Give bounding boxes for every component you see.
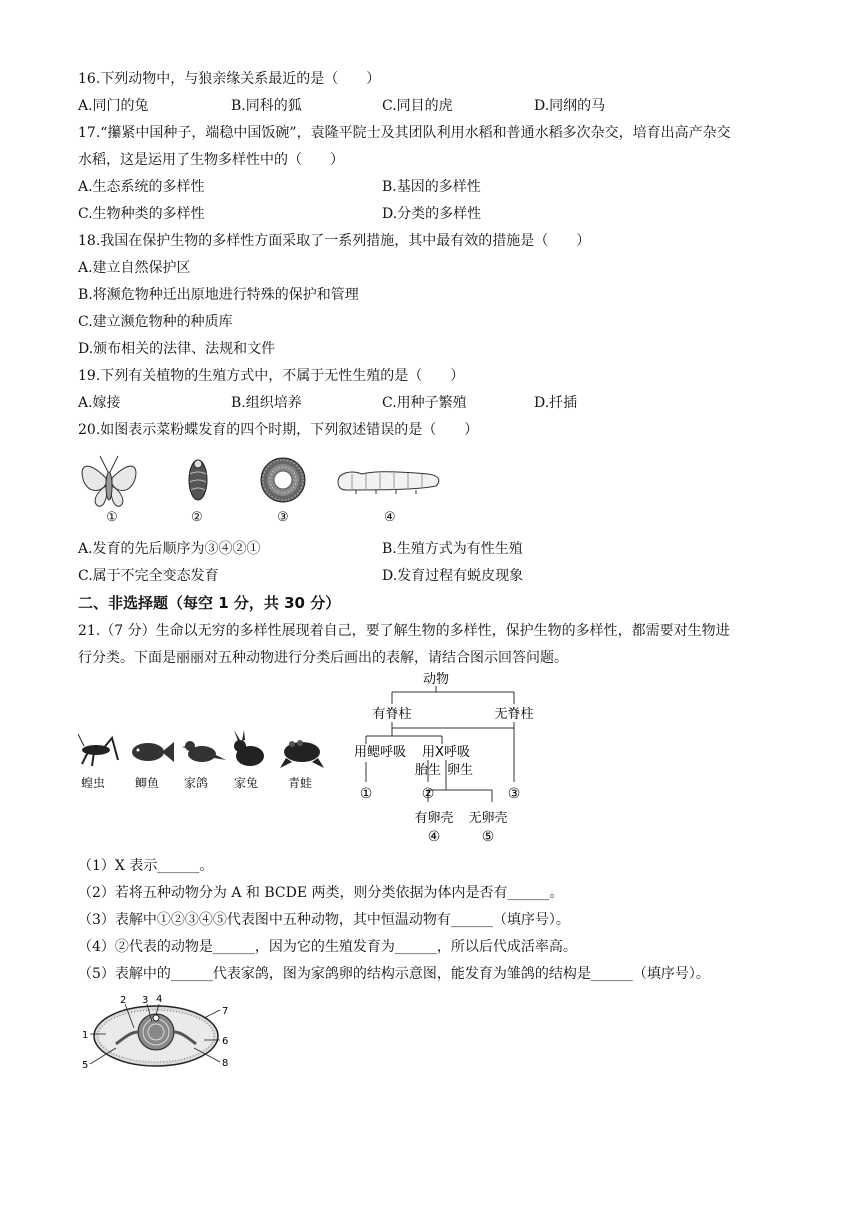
egg-label-8: 8 [222,1058,229,1069]
classification-tree [352,670,552,848]
frog-image [280,740,324,768]
q17-option-a: A.生态系统的多样性 [78,179,205,195]
rabbit-image [234,730,264,766]
q18-option-d: D.颁布相关的法律、法规和文件 [78,341,276,357]
q16-option-c: C.同目的虎 [382,98,453,114]
tree-node-4: ④ [427,829,441,845]
tree-viviparous: 胎生 [414,763,442,778]
tree-node-5: ⑤ [481,829,495,845]
animal-label-frog: 青蛙 [288,776,313,790]
tree-invertebrate: 无脊柱 [494,707,534,722]
q21-sub2: （2）若将五种动物分为 A 和 BCDE 两类，则分类依据为体内是否有______。 [78,885,564,901]
q16-stem: 16.下列动物中，与狼亲缘关系最近的是（ ） [78,71,381,87]
egg-label-6: 6 [222,1036,229,1047]
q20-label-3: ③ [277,510,289,525]
animal-label-rabbit: 家兔 [234,776,259,790]
tree-node-3: ③ [507,786,521,802]
q17-stem-line1: 17.“攥紧中国种子，端稳中国饭碗”，袁隆平院士及其团队利用水稻和普通水稻多次杂交，培育出高产杂交 [78,125,731,141]
pigeon-image [182,741,226,762]
q21-stem-line2: 行分类。下面是丽丽对五种动物进行分类后画出的表解，请结合图示回答问题。 [78,650,568,666]
q21-sub4: （4）②代表的动物是______，因为它的生殖发育为______，所以后代成活率高。 [78,939,577,955]
q19-option-d: D.扦插 [534,395,578,411]
q18-stem: 18.我国在保护生物的多样性方面采取了一系列措施，其中最有效的措施是（ ） [78,233,591,249]
tree-gill: 用鳃呼吸 [353,745,407,760]
q18-option-a: A.建立自然保护区 [78,260,191,276]
section-2-title: 二、非选择题（每空 1 分，共 30 分） [78,594,341,612]
q16-option-a: A.同门的兔 [78,98,149,114]
pupa-image [189,460,207,500]
q21-stem-line1: 21.（7 分）生命以无穷的多样性展现着自己，要了解生物的多样性，保护生物的多样性，都需要对生物进 [78,623,730,639]
q21-sub3: （3）表解中①②③④⑤代表图中五种动物，其中恒温动物有______（填序号）。 [78,912,570,928]
pigeon-egg-diagram [76,992,236,1072]
q17-stem-line2: 水稻，这是运用了生物多样性中的（ ） [78,152,344,168]
q20-label-1: ① [106,510,118,525]
q20-option-c: C.属于不完全变态发育 [78,568,219,584]
egg-label-5: 5 [82,1060,89,1071]
q20-label-2: ② [191,510,203,525]
q20-label-4: ④ [384,510,396,525]
q18-option-c: C.建立濒危物种的种质库 [78,314,233,330]
q19-option-c: C.用种子繁殖 [382,395,467,411]
egg-label-2: 2 [120,995,127,1006]
tree-shell: 有卵壳 [414,811,454,826]
locust-image [78,734,118,766]
q19-stem: 19.下列有关植物的生殖方式中，不属于无性生殖的是（ ） [78,368,465,384]
q20-option-a: A.发育的先后顺序为③④②① [78,541,261,557]
tree-noshell: 无卵壳 [468,811,508,826]
tree-node-2: ② [421,786,435,802]
tree-root: 动物 [422,672,450,687]
q21-sub5: （5）表解中的______代表家鸽，图为家鸽卵的结构示意图，能发育为雏鸽的结构是______（填序号）。 [78,966,710,982]
animal-label-carp: 鲫鱼 [135,776,160,790]
q20-option-d: D.发育过程有蜕皮现象 [382,568,524,584]
egg-label-4: 4 [156,994,163,1005]
q16-option-d: D.同纲的马 [534,98,606,114]
tree-lung: 用X呼吸 [422,745,470,760]
animal-label-locust: 蝗虫 [81,776,106,790]
larva-image [338,472,439,494]
egg-label-7: 7 [222,1006,229,1017]
egg-label-3: 3 [142,995,149,1006]
q16-option-b: B.同科的狐 [231,98,302,114]
adult-butterfly-image [82,456,136,506]
q20-stem: 20.如图表示菜粉蝶发育的四个时期，下列叙述错误的是（ ） [78,422,479,438]
q21-sub1: （1）X 表示______。 [78,858,214,874]
q18-option-b: B.将濒危物种迁出原地进行特殊的保护和管理 [78,287,359,303]
q19-option-b: B.组织培养 [231,395,302,411]
tree-lines [366,686,514,802]
eggs-image [261,458,305,502]
tree-vertebrate: 有脊柱 [372,707,412,722]
q17-option-d: D.分类的多样性 [382,206,482,222]
q17-option-b: B.基因的多样性 [382,179,481,195]
q20-option-b: B.生殖方式为有性生殖 [382,541,523,557]
crucian-carp-image [132,742,174,762]
q17-option-c: C.生物种类的多样性 [78,206,205,222]
egg-label-1: 1 [82,1030,89,1041]
q19-option-a: A.嫁接 [78,395,121,411]
animal-label-pigeon: 家鸽 [184,776,209,790]
five-animals-figure [78,730,328,772]
tree-node-1: ① [359,786,373,802]
tree-oviparous: 卵生 [446,763,474,778]
